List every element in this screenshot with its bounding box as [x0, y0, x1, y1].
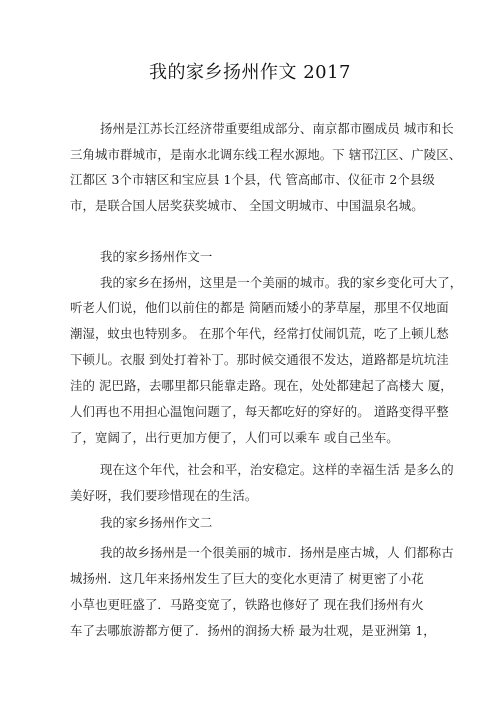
- essay1-line: 美好呀，我们要珍惜现在的生活。: [70, 488, 258, 503]
- essay1-heading: 我的家乡扬州作文一: [100, 249, 213, 264]
- essay1-line: 洼的 泥巴路，去哪里都只能靠走路。现在，处处都建起了高楼大 厦，: [70, 378, 453, 393]
- essay2-line: 车了去哪旅游都方便了．扬州的润扬大桥 最为壮观，是亚洲第 1，: [70, 623, 436, 638]
- intro-line: 市，是联合国人居奖获奖城市、 全国文明城市、中国温泉名城。: [70, 198, 424, 213]
- intro-line: 三角城市群城市，是南水北调东线工程水源地。下 辖邗江区、广陵区、: [70, 147, 462, 162]
- essay2-line: 城扬州．这几年来扬州发生了巨大的变化水更清了 树更密了小花: [70, 571, 424, 586]
- essay2-line: 小草也更旺盛了．马路变宽了，铁路也修好了 现在我们扬州有火: [70, 597, 424, 612]
- intro-line: 扬州是江苏长江经济带重要组成部分、南京都市圈成员 城市和长: [100, 121, 454, 136]
- intro-line: 江都区 3个市辖区和宝应县 1个县，代 管高邮市、仪征市 2个县级: [70, 172, 435, 187]
- essay1-line: 了，宽阔了，出行更加方便了，人们可以乘车 或自己坐车。: [70, 430, 399, 445]
- essay1-line: 潮湿，蚊虫也特别多。 在那个年代，经常打仗闹饥荒，吃了上顿儿愁: [70, 326, 449, 341]
- essay2-heading: 我的家乡扬州作文二: [100, 515, 213, 530]
- essay1-line: 人们再也不用担心温饱问题了，每天都吃好的穿好的。 道路变得平整: [70, 404, 449, 419]
- essay1-line: 下顿儿。衣服 到处打着补丁。那时候交通很不发达，道路都是坑坑洼: [70, 352, 449, 367]
- essay1-line: 我的家乡在扬州，这里是一个美丽的城市。我的家乡变化可大了，: [100, 275, 463, 290]
- essay2-line: 我的故乡扬州是一个很美丽的城市．扬州是座古城，人 们都称古: [100, 545, 454, 560]
- essay1-line: 听老人们说，他们以前住的都是 简陋而矮小的茅草屋，那里不仅地面: [70, 300, 449, 315]
- document-title: 我的家乡扬州作文 2017: [148, 62, 352, 83]
- essay1-line: 现在这个年代，社会和平，治安稳定。这样的幸福生活 是多么的: [100, 462, 454, 477]
